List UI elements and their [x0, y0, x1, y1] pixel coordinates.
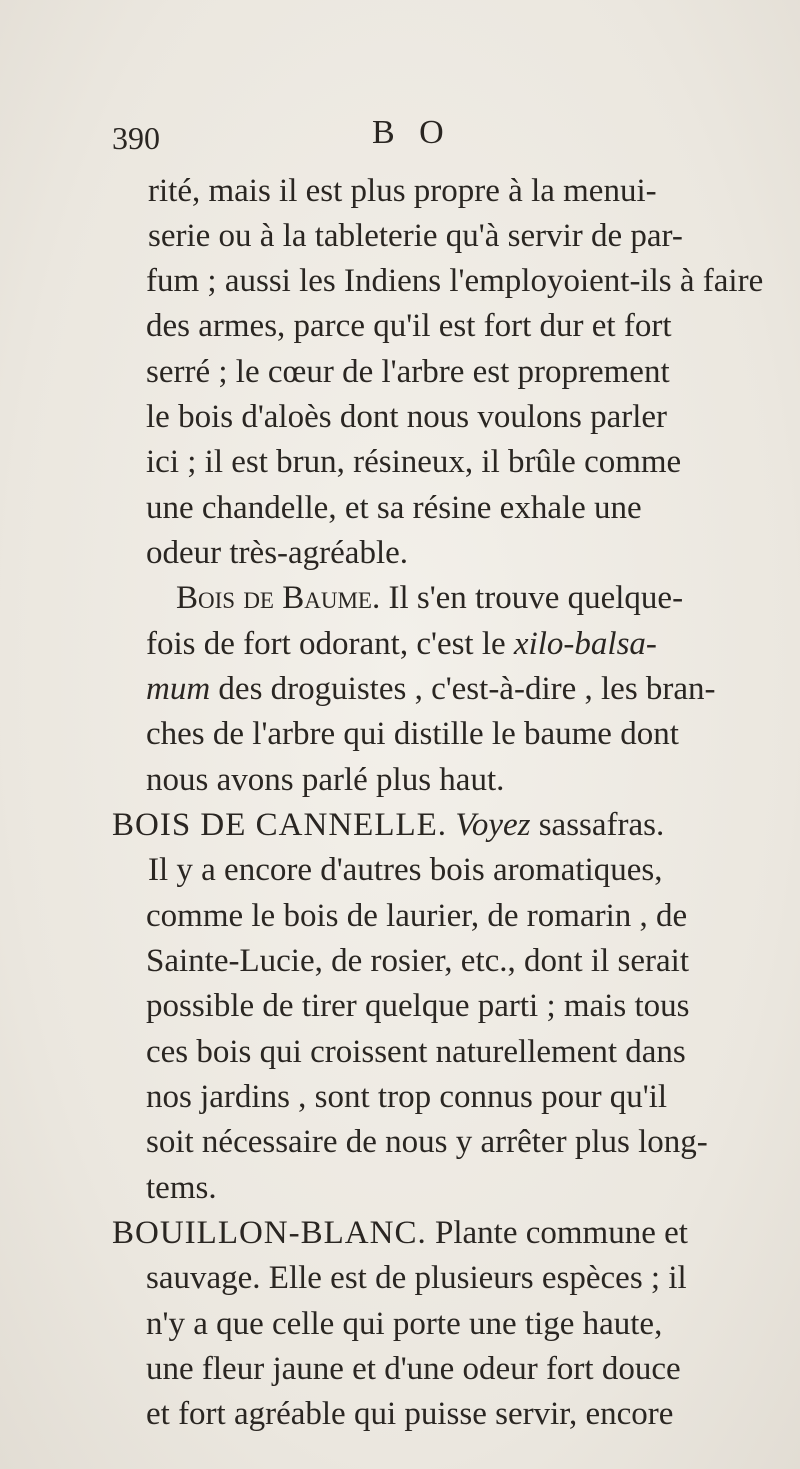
- text-segment: Il y a encore d'autres bois aromatiques,: [148, 852, 663, 888]
- text-segment: serie ou à la tableterie qu'à servir de par-: [148, 218, 683, 254]
- text-segment: tems.: [146, 1170, 217, 1206]
- text-line: [148, 217, 683, 257]
- text-line: [146, 1123, 708, 1163]
- text-segment: ches de l'arbre qui distille le baume dont: [146, 716, 679, 752]
- text-line: [146, 262, 763, 302]
- text-line: [146, 761, 504, 801]
- text-segment: nous avons parlé plus haut.: [146, 762, 505, 798]
- text-line: [146, 670, 716, 710]
- text-segment: Bois de Baume.: [176, 580, 381, 616]
- text-line: [146, 1259, 687, 1299]
- text-segment: sauvage. Elle est de plusieurs espèces ; il: [146, 1260, 687, 1296]
- text-segment: n'y a que celle qui porte une tige haute,: [146, 1306, 663, 1342]
- text-segment: soit nécessaire de nous y arrêter plus long-: [146, 1124, 708, 1160]
- text-segment: nos jardins , sont trop connus pour qu'il: [146, 1079, 668, 1115]
- text-segment: une fleur jaune et d'une odeur fort douce: [146, 1351, 681, 1387]
- text-line: [146, 625, 657, 665]
- text-line: [146, 1395, 673, 1435]
- text-line: [146, 489, 642, 529]
- text-segment: et fort agréable qui puisse servir, encore: [146, 1396, 674, 1432]
- text-line: [146, 307, 672, 347]
- page-number: 390: [112, 120, 160, 156]
- text-line: [146, 443, 681, 483]
- text-segment: comme le bois de laurier, de romarin , de: [146, 898, 688, 934]
- running-head: B O: [372, 114, 452, 151]
- text-line: [146, 1033, 686, 1073]
- text-segment: Plante commune et: [426, 1215, 688, 1251]
- text-segment: xilo-balsa-: [513, 626, 657, 662]
- text-segment: des armes, parce qu'il est fort dur et fort: [146, 308, 672, 344]
- text-line: [146, 398, 667, 438]
- text-segment: BOIS DE CANNELLE.: [112, 807, 448, 843]
- text-segment: fois de fort odorant, c'est le: [146, 626, 514, 662]
- text-line: [146, 1078, 667, 1118]
- text-segment: ces bois qui croissent naturellement dans: [146, 1034, 686, 1070]
- text-line: [176, 579, 683, 619]
- text-segment: Sainte-Lucie, de rosier, etc., dont il serait: [146, 943, 689, 979]
- text-line: [146, 942, 689, 982]
- text-line: [146, 987, 689, 1027]
- text-line: [146, 897, 687, 937]
- text-line: [148, 172, 657, 212]
- text-segment: une chandelle, et sa résine exhale une: [146, 490, 642, 526]
- text-segment: Voyez: [455, 807, 531, 843]
- text-segment: odeur très-agréable.: [146, 535, 409, 571]
- page-header: [112, 114, 712, 160]
- text-segment: serré ; le cœur de l'arbre est proprement: [146, 354, 670, 390]
- text-segment: Il s'en trouve quelque-: [380, 580, 684, 616]
- text-line: [146, 1169, 217, 1209]
- text-segment: ici ; il est brun, résineux, il brûle comme: [146, 444, 682, 480]
- text-line: [112, 1214, 688, 1254]
- text-line: [146, 1305, 662, 1345]
- text-segment: possible de tirer quelque parti ; mais tous: [146, 988, 690, 1024]
- text-line: [148, 851, 663, 891]
- text-line: [146, 534, 408, 574]
- text-line: [146, 353, 670, 393]
- text-line: [112, 806, 664, 846]
- text-segment: rité, mais il est plus propre à la menui-: [148, 173, 657, 209]
- text-line: [146, 715, 679, 755]
- text-segment: des droguistes , c'est-à-dire , les bran-: [210, 671, 716, 707]
- text-segment: mum: [146, 671, 211, 707]
- text-segment: le bois d'aloès dont nous voulons parler: [146, 399, 668, 435]
- text-segment: sassafras.: [530, 807, 665, 843]
- text-segment: BOUILLON-BLANC.: [112, 1215, 427, 1251]
- text-segment: fum ; aussi les Indiens l'employoient-ils à faire: [146, 263, 764, 299]
- text-line: [146, 1350, 681, 1390]
